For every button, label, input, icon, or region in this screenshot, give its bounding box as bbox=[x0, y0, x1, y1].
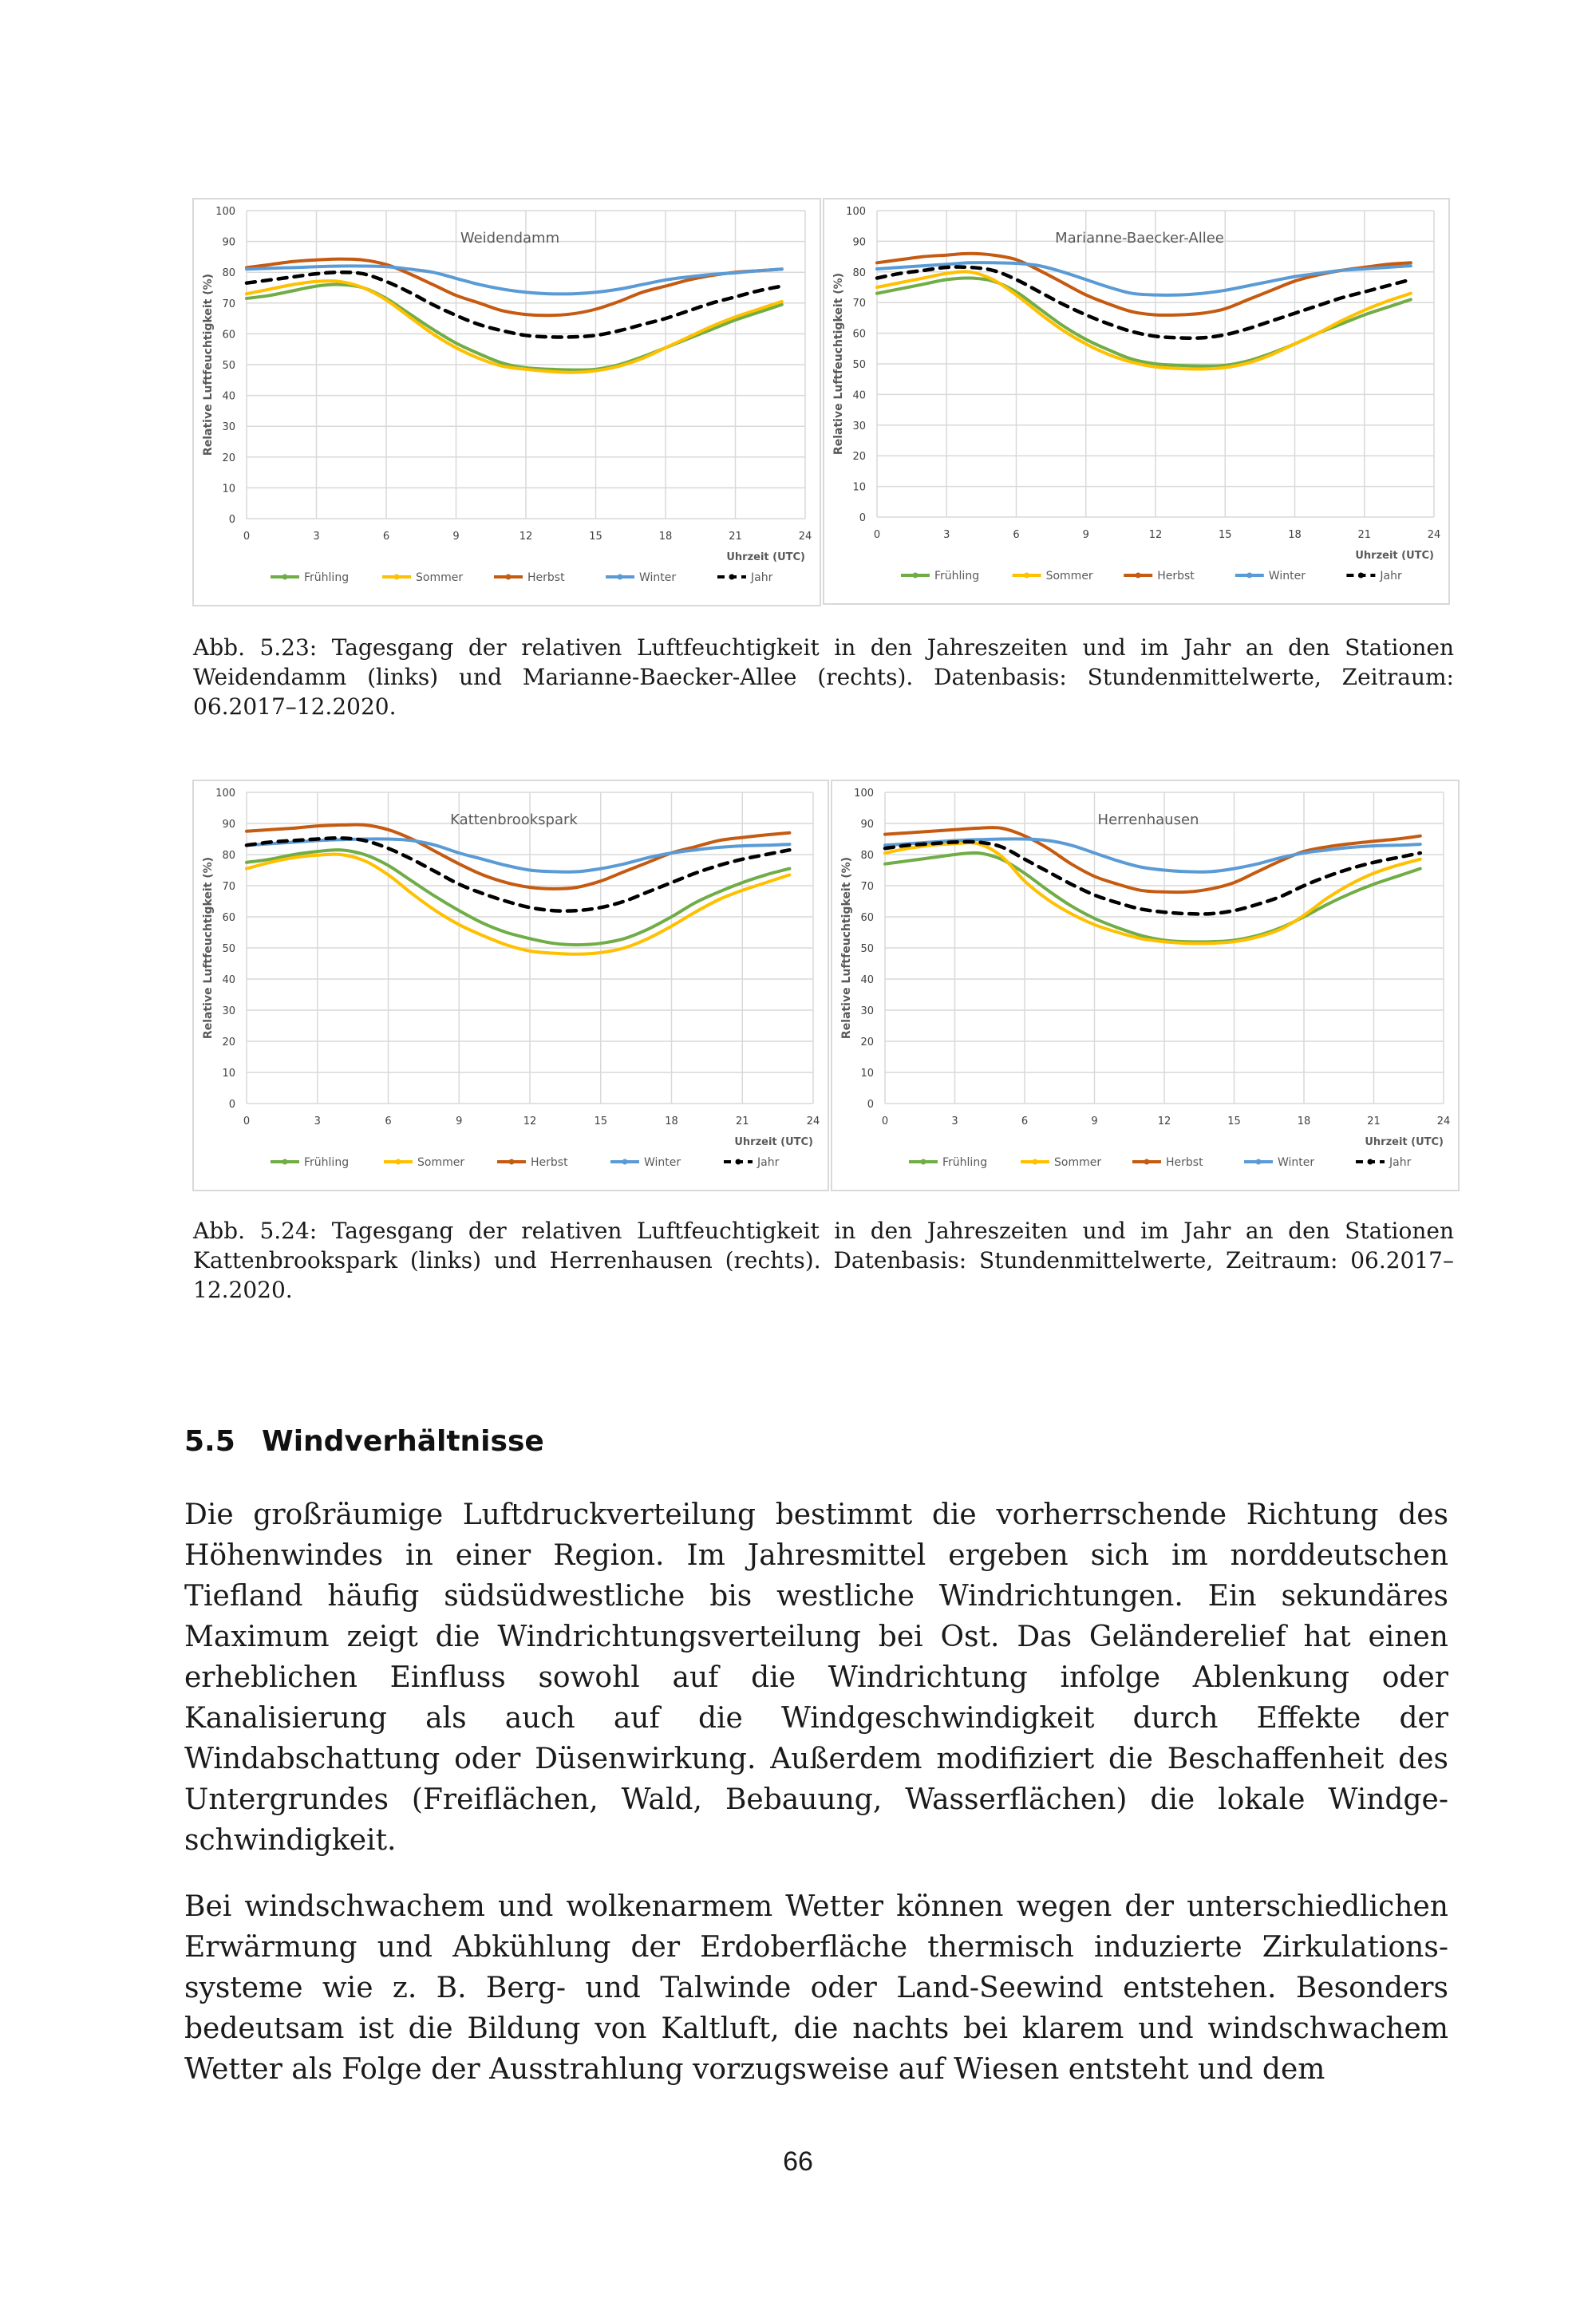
legend-label-herbst: Herbst bbox=[531, 1156, 568, 1169]
legend-label-herbst: Herbst bbox=[1166, 1156, 1203, 1169]
legend-label-fruehling: Frühling bbox=[304, 571, 350, 584]
legend-label-jahr: Jahr bbox=[1380, 570, 1402, 582]
x-tick-label: 24 bbox=[1427, 529, 1441, 541]
paragraph-2: Bei windschwachem und wolkenarmem Wetter können wegen der unterschiedlichen Erwärmung und Abkühlung der Erdoberfläche thermisch induzierte Zirkulationssysteme wie z. B. Berg- und Talwinde oder Land-Seewind entstehen. Besonders bedeutsam ist die Bildung von Kaltluft, die nachts bei klarem und windschwachem Wetter als Folge der Ausstrahlung vorzugsweise auf Wiesen entsteht und dem bbox=[184, 1890, 1448, 2086]
chart-title: Marianne-Baecker-Allee bbox=[1055, 230, 1224, 247]
chart-title: Kattenbrookspark bbox=[450, 811, 578, 828]
y-tick-label: 10 bbox=[222, 1068, 235, 1080]
x-tick-label: 24 bbox=[806, 1116, 820, 1127]
legend-marker-fruehling bbox=[913, 573, 918, 578]
y-tick-label: 20 bbox=[222, 1037, 235, 1048]
x-tick-label: 12 bbox=[519, 531, 533, 543]
y-axis-label: Relative Luftfeuchtigkeit (%) bbox=[840, 856, 853, 1040]
legend-marker-sommer bbox=[396, 1159, 401, 1165]
legend-marker-fruehling bbox=[921, 1159, 926, 1165]
x-axis-label: Uhrzeit (UTC) bbox=[734, 1136, 813, 1148]
y-tick-label: 40 bbox=[852, 389, 866, 402]
series-line-sommer bbox=[247, 281, 782, 373]
y-tick-label: 50 bbox=[860, 943, 874, 955]
legend-marker-fruehling bbox=[282, 1159, 288, 1165]
legend-marker-winter bbox=[1246, 573, 1252, 578]
legend-marker-sommer bbox=[394, 575, 400, 580]
y-tick-label: 60 bbox=[222, 912, 235, 924]
x-tick-label: 12 bbox=[523, 1116, 537, 1127]
legend-marker-winter bbox=[618, 575, 623, 580]
y-tick-label: 90 bbox=[860, 819, 874, 831]
legend-marker-jahr bbox=[1368, 1159, 1373, 1165]
paragraph-1: Die großräumige Luftdruckverteilung bestimmt die vorherrschende Richtung des Höhenwindes in einer Region. Im Jahresmittel ergeben sich im norddeutschen Tiefland häufig südsüdwestliche bis westliche Windrichtungen. Ein sekundäres Maximum zeigt die Windrichtungsverteilung bei Ost. Das Geländerelief hat einen erheblichen Einfluss sowohl auf die Windrichtung infolge Ablenkung oder Kanalisierung als auch auf die Windgeschwindigkeit durch Effekte der Windabschattung oder Düsenwirkung. Außerdem modifiziert die Beschaffenheit des Untergrundes (Freiflächen, Wald, Bebauung, Wasserflächen) die lokale Windgeschwindigkeit. bbox=[184, 1499, 1448, 1857]
series-line-fruehling bbox=[247, 285, 782, 370]
series-line-sommer bbox=[885, 843, 1420, 943]
chart-title: Weidendamm bbox=[460, 230, 560, 247]
legend-label-fruehling: Frühling bbox=[304, 1156, 350, 1169]
x-tick-label: 21 bbox=[729, 531, 742, 543]
x-tick-label: 24 bbox=[1436, 1116, 1451, 1127]
x-tick-label: 6 bbox=[382, 531, 390, 543]
legend-marker-herbst bbox=[1144, 1159, 1150, 1165]
y-axis-label: Relative Luftfeuchtigkeit (%) bbox=[202, 273, 215, 456]
x-tick-label: 3 bbox=[313, 531, 320, 543]
legend-marker-sommer bbox=[1033, 1159, 1038, 1165]
y-tick-label: 10 bbox=[222, 483, 235, 496]
y-tick-label: 40 bbox=[222, 974, 235, 986]
x-tick-label: 6 bbox=[1021, 1116, 1029, 1127]
y-tick-label: 70 bbox=[222, 298, 235, 310]
y-tick-label: 100 bbox=[846, 206, 866, 218]
y-axis-label: Relative Luftfeuchtigkeit (%) bbox=[832, 272, 845, 456]
chart-svg bbox=[832, 781, 1458, 1190]
y-tick-label: 0 bbox=[859, 512, 866, 524]
y-tick-label: 10 bbox=[860, 1068, 874, 1080]
y-tick-label: 100 bbox=[215, 788, 235, 800]
legend-marker-herbst bbox=[1136, 573, 1141, 578]
legend-marker-sommer bbox=[1024, 573, 1029, 578]
legend-label-sommer: Sommer bbox=[417, 1156, 465, 1169]
x-tick-label: 21 bbox=[1367, 1116, 1381, 1127]
y-tick-label: 100 bbox=[215, 206, 235, 218]
section-heading bbox=[184, 1425, 544, 1458]
y-tick-label: 30 bbox=[852, 420, 866, 432]
legend-label-jahr: Jahr bbox=[751, 571, 773, 584]
y-tick-label: 30 bbox=[222, 421, 235, 434]
x-tick-label: 18 bbox=[665, 1116, 678, 1127]
legend-marker-winter bbox=[622, 1159, 628, 1165]
x-tick-label: 18 bbox=[658, 531, 673, 543]
y-tick-label: 70 bbox=[860, 881, 874, 893]
series-line-fruehling bbox=[247, 850, 789, 945]
x-tick-label: 0 bbox=[873, 529, 881, 541]
x-tick-label: 12 bbox=[1157, 1116, 1171, 1127]
y-tick-label: 60 bbox=[222, 329, 235, 342]
x-tick-label: 18 bbox=[1297, 1116, 1311, 1127]
y-tick-label: 30 bbox=[222, 1005, 235, 1017]
section-number: 5.5 bbox=[184, 1425, 235, 1458]
series-line-fruehling bbox=[877, 278, 1411, 365]
y-tick-label: 60 bbox=[852, 328, 866, 341]
legend-marker-jahr bbox=[729, 575, 735, 580]
legend-label-sommer: Sommer bbox=[416, 571, 464, 584]
x-tick-label: 24 bbox=[798, 531, 812, 543]
y-tick-label: 80 bbox=[860, 850, 874, 862]
x-tick-label: 12 bbox=[1148, 529, 1163, 541]
figure-caption-5-24: Abb. 5.24: Tagesgang der relativen Luftfeuchtigkeit in den Jahreszeiten und im Jahr an den Stationen Kattenbrookspark (links) und Herrenhausen (rechts). Datenbasis: Stundenmittelwerte, Zeitraum: 06.2017–12.2020. bbox=[193, 1218, 1454, 1303]
legend-label-fruehling: Frühling bbox=[934, 570, 980, 582]
y-tick-label: 0 bbox=[867, 1099, 874, 1111]
chart-svg bbox=[824, 199, 1448, 603]
legend-marker-herbst bbox=[506, 575, 512, 580]
legend-label-sommer: Sommer bbox=[1054, 1156, 1102, 1169]
x-tick-label: 15 bbox=[1227, 1116, 1241, 1127]
legend-label-sommer: Sommer bbox=[1045, 570, 1093, 582]
x-tick-label: 0 bbox=[881, 1116, 889, 1127]
chart-title: Herrenhausen bbox=[1097, 811, 1199, 828]
y-tick-label: 60 bbox=[860, 912, 874, 924]
y-tick-label: 20 bbox=[852, 451, 866, 464]
legend-label-herbst: Herbst bbox=[1157, 570, 1195, 582]
x-axis-label: Uhrzeit (UTC) bbox=[1355, 550, 1434, 562]
x-tick-label: 9 bbox=[1091, 1116, 1098, 1127]
legend-label-fruehling: Frühling bbox=[942, 1156, 988, 1169]
y-tick-label: 20 bbox=[222, 452, 235, 464]
chart-kattenbrookspark bbox=[192, 780, 829, 1191]
y-tick-label: 30 bbox=[860, 1005, 874, 1017]
x-axis-label: Uhrzeit (UTC) bbox=[1365, 1136, 1444, 1148]
y-tick-label: 80 bbox=[852, 267, 866, 279]
x-tick-label: 3 bbox=[943, 529, 950, 541]
x-tick-label: 15 bbox=[1218, 529, 1232, 541]
x-tick-label: 21 bbox=[1357, 529, 1372, 541]
chart-herrenhausen bbox=[831, 780, 1460, 1191]
y-tick-label: 20 bbox=[860, 1037, 874, 1048]
legend-label-jahr: Jahr bbox=[757, 1156, 780, 1169]
x-tick-label: 6 bbox=[1013, 529, 1020, 541]
legend-marker-jahr bbox=[1358, 573, 1364, 578]
x-tick-label: 3 bbox=[314, 1116, 321, 1127]
y-tick-label: 70 bbox=[852, 298, 866, 310]
series-line-fruehling bbox=[885, 853, 1420, 942]
y-tick-label: 100 bbox=[854, 788, 874, 800]
legend-marker-fruehling bbox=[282, 575, 288, 580]
legend-label-winter: Winter bbox=[639, 571, 677, 584]
x-tick-label: 0 bbox=[243, 531, 251, 543]
y-tick-label: 90 bbox=[222, 236, 235, 249]
x-tick-label: 3 bbox=[951, 1116, 958, 1127]
x-tick-label: 9 bbox=[452, 531, 460, 543]
legend-label-winter: Winter bbox=[644, 1156, 681, 1169]
x-tick-label: 9 bbox=[1082, 529, 1089, 541]
y-tick-label: 50 bbox=[222, 360, 235, 372]
chart-weidendamm bbox=[192, 198, 821, 606]
y-tick-label: 90 bbox=[852, 236, 866, 249]
y-tick-label: 70 bbox=[222, 881, 235, 893]
y-tick-label: 80 bbox=[222, 850, 235, 862]
x-tick-label: 18 bbox=[1288, 529, 1302, 541]
legend-marker-winter bbox=[1256, 1159, 1262, 1165]
y-tick-label: 10 bbox=[852, 481, 866, 494]
y-tick-label: 0 bbox=[228, 514, 235, 526]
legend-label-winter: Winter bbox=[1268, 570, 1306, 582]
chart-svg bbox=[194, 199, 820, 605]
series-line-herbst bbox=[885, 827, 1420, 892]
y-tick-label: 40 bbox=[860, 974, 874, 986]
x-tick-label: 21 bbox=[735, 1116, 749, 1127]
x-tick-label: 15 bbox=[589, 531, 602, 543]
x-tick-label: 0 bbox=[243, 1116, 251, 1127]
x-tick-label: 9 bbox=[456, 1116, 463, 1127]
y-axis-label: Relative Luftfeuchtigkeit (%) bbox=[202, 856, 215, 1040]
y-tick-label: 50 bbox=[222, 943, 235, 955]
y-tick-label: 90 bbox=[222, 819, 235, 831]
x-axis-label: Uhrzeit (UTC) bbox=[726, 551, 805, 563]
legend-marker-herbst bbox=[509, 1159, 515, 1165]
figure-caption-5-23: Abb. 5.23: Tagesgang der relativen Luftfeuchtigkeit in den Jahreszeiten und im Jahr an den Stationen Weidendamm (links) und Marianne-Baecker-Allee (rechts). Datenbasis: Stundenmittelwerte, Zeitraum: 06.2017–12.2020. bbox=[193, 634, 1454, 720]
legend-marker-jahr bbox=[736, 1159, 741, 1165]
y-tick-label: 0 bbox=[228, 1099, 235, 1111]
series-line-sommer bbox=[877, 271, 1411, 369]
x-tick-label: 15 bbox=[594, 1116, 608, 1127]
y-tick-label: 50 bbox=[852, 359, 866, 371]
legend-label-winter: Winter bbox=[1278, 1156, 1315, 1169]
y-tick-label: 80 bbox=[222, 267, 235, 280]
legend-label-jahr: Jahr bbox=[1389, 1156, 1412, 1169]
series-line-herbst bbox=[247, 824, 789, 888]
chart-svg bbox=[194, 781, 828, 1190]
section-title: Windverhältnisse bbox=[262, 1425, 544, 1458]
y-tick-label: 40 bbox=[222, 390, 235, 403]
chart-marianne-baecker-allee bbox=[823, 198, 1450, 605]
legend-label-herbst: Herbst bbox=[527, 571, 565, 584]
page-number: 66 bbox=[783, 2146, 813, 2177]
x-tick-label: 6 bbox=[385, 1116, 392, 1127]
